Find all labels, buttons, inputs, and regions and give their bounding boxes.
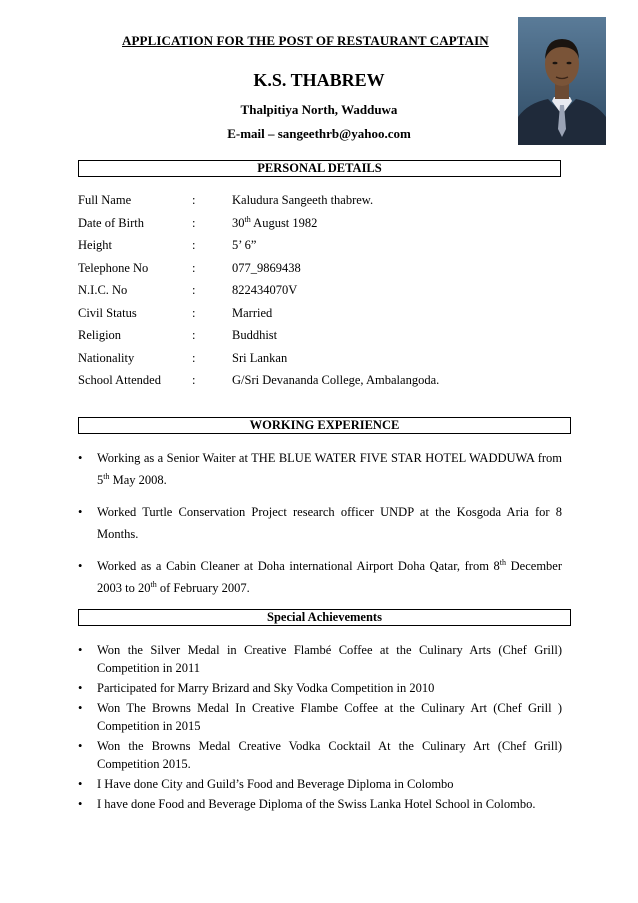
detail-value: 822434070V — [232, 283, 298, 297]
detail-label: Date of Birth — [78, 216, 144, 230]
bullet-icon: • — [78, 643, 83, 657]
experience-item: • Worked as a Cabin Cleaner at Doha international Airport Doha Qatar, from 8th December 2003 to 20th of February 2007. — [78, 555, 562, 599]
detail-colon: : — [192, 328, 196, 342]
detail-colon: : — [192, 351, 196, 365]
detail-colon: : — [192, 216, 196, 230]
experience-item: • Working as a Senior Waiter at THE BLUE WATER FIVE STAR HOTEL WADDUWA from 5th May 2008. — [78, 447, 562, 491]
detail-row-nationality — [0, 351, 638, 369]
detail-colon: : — [192, 373, 196, 387]
detail-colon: : — [192, 306, 196, 320]
detail-row-height — [0, 238, 638, 256]
detail-colon: : — [192, 193, 196, 207]
detail-value: Married — [232, 306, 273, 320]
detail-colon: : — [192, 283, 196, 297]
achievement-item: • Won the Silver Medal in Creative Flambé Coffee at the Culinary Arts (Chef Grill) Competition in 2011 — [78, 643, 562, 675]
detail-label: Height — [78, 238, 113, 252]
detail-row-school — [0, 373, 638, 391]
achievement-item: • I have done Food and Beverage Diploma of the Swiss Lanka Hotel School in Colombo. — [78, 797, 536, 811]
detail-label: Telephone No — [78, 261, 149, 275]
detail-row-telephone — [0, 261, 638, 279]
detail-label: Civil Status — [78, 306, 137, 320]
personal-details-header: PERSONAL DETAILS — [78, 160, 561, 177]
applicant-email: E-mail – sangeethrb@yahoo.com — [227, 126, 411, 141]
detail-colon: : — [192, 238, 196, 252]
detail-value: G/Sri Devananda College, Ambalangoda. — [232, 373, 440, 387]
detail-row-nic — [0, 283, 638, 301]
bullet-icon: • — [78, 797, 83, 811]
detail-label: N.I.C. No — [78, 283, 128, 297]
achievement-item: • Won the Browns Medal Creative Vodka Cocktail At the Culinary Art (Chef Grill) Competition 2015. — [78, 739, 562, 771]
achievements-list — [78, 641, 562, 813]
bullet-icon: • — [78, 505, 83, 519]
bullet-icon: • — [78, 681, 83, 695]
detail-row-date-of-birth — [0, 216, 638, 234]
special-achievements-header: Special Achievements — [78, 609, 571, 626]
applicant-name: K.S. THABREW — [253, 70, 385, 90]
detail-value: 077_9869438 — [232, 261, 301, 275]
detail-row-religion — [0, 328, 638, 346]
detail-row-civil-status — [0, 306, 638, 324]
detail-value: Sri Lankan — [232, 351, 288, 365]
detail-value: Buddhist — [232, 328, 278, 342]
experience-list — [78, 447, 562, 599]
detail-label: Full Name — [78, 193, 132, 207]
achievement-item: • I Have done City and Guild’s Food and Beverage Diploma in Colombo — [78, 777, 454, 791]
bullet-icon: • — [78, 777, 83, 791]
detail-value: 30th August 1982 — [232, 214, 318, 230]
bullet-icon: • — [78, 451, 83, 465]
detail-colon: : — [192, 261, 196, 275]
experience-item: • Worked Turtle Conservation Project research officer UNDP at the Kosgoda Aria for 8 Months. — [78, 501, 562, 545]
bullet-icon: • — [78, 701, 83, 715]
bullet-icon: • — [78, 559, 83, 573]
detail-label: Religion — [78, 328, 122, 342]
bullet-icon: • — [78, 739, 83, 753]
applicant-address: Thalpitiya North, Wadduwa — [240, 102, 398, 117]
detail-label: Nationality — [78, 351, 135, 365]
detail-value: Kaludura Sangeeth thabrew. — [232, 193, 374, 207]
application-heading: APPLICATION FOR THE POST OF RESTAURANT CAPTAIN — [122, 33, 489, 48]
achievement-item: • Participated for Marry Brizard and Sky Vodka Competition in 2010 — [78, 681, 435, 695]
working-experience-header: WORKING EXPERIENCE — [78, 417, 571, 434]
achievement-item: • Won The Browns Medal In Creative Flambe Coffee at the Culinary Art (Chef Grill ) Competition in 2015 — [78, 701, 562, 733]
detail-row-full-name — [0, 193, 638, 211]
detail-value: 5’ 6” — [232, 238, 257, 252]
detail-label: School Attended — [78, 373, 161, 387]
